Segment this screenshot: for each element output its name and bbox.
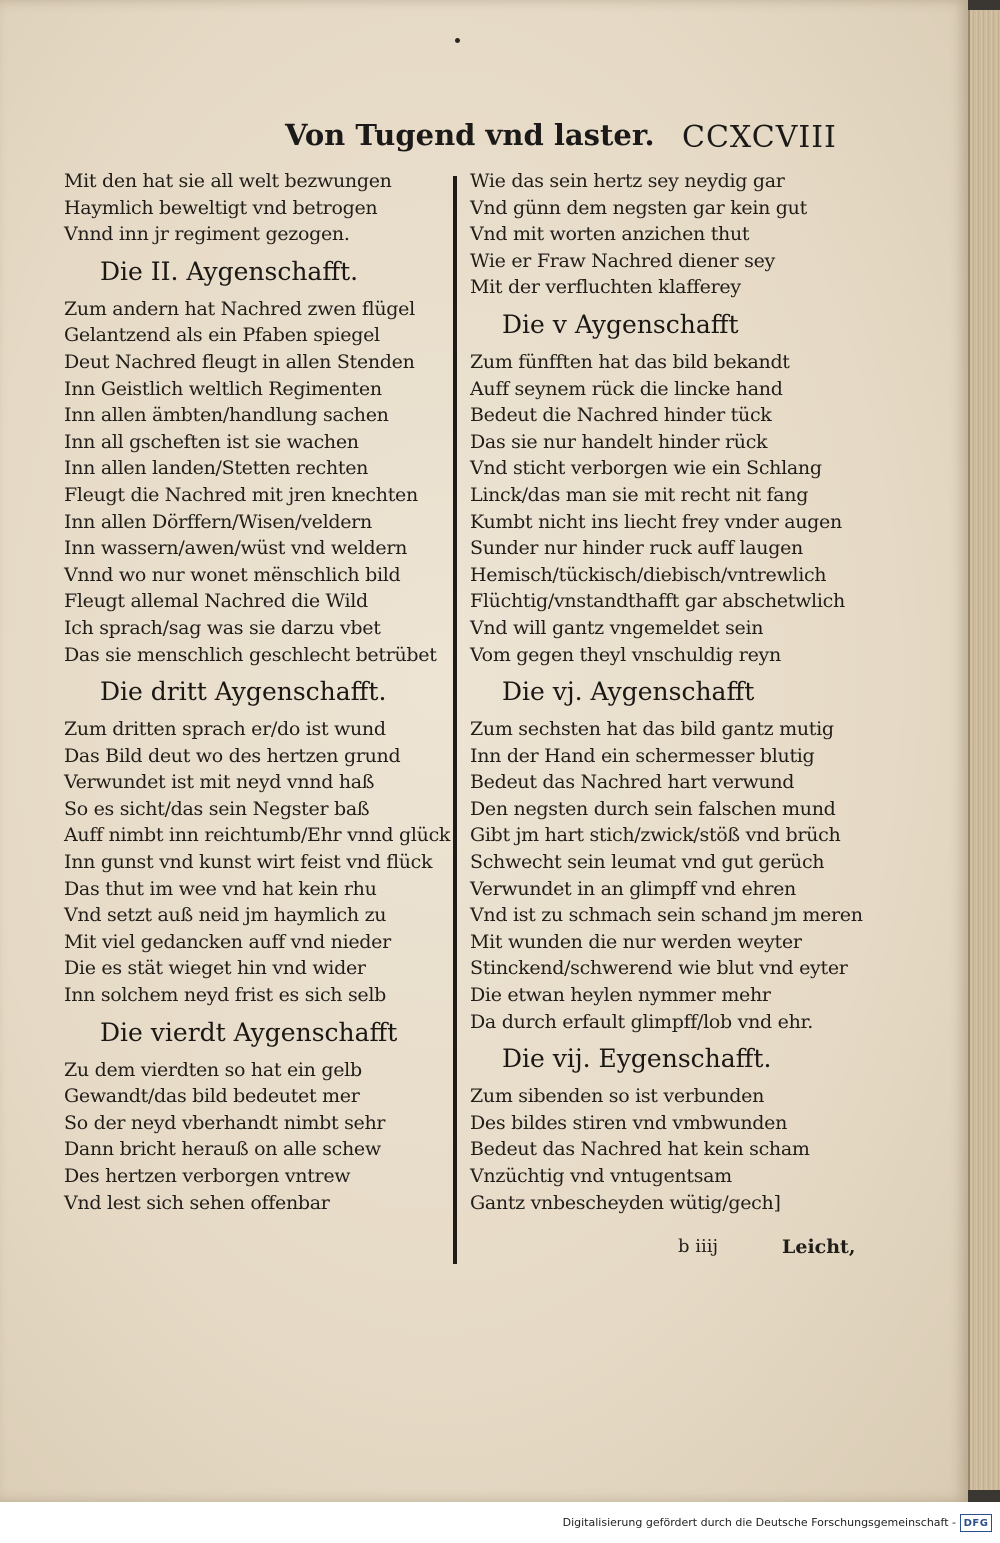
dfg-logo-icon: DFG: [960, 1514, 992, 1532]
verse-line: Mit der verfluchten klafferey: [470, 276, 741, 299]
verse-line: Auff seynem rück die lincke hand: [470, 377, 783, 400]
digitization-footer: [0, 1502, 1000, 1543]
verse-line: Vnnd wo nur wonet mënschlich bild: [64, 563, 401, 586]
verse-line: Die etwan heylen nymmer mehr: [470, 984, 771, 1007]
section-heading: Die II. Aygenschafft.: [100, 256, 359, 286]
verse-line: Vnd sticht verborgen wie ein Schlang: [470, 457, 822, 480]
verse-line: Wie das sein hertz sey neydig gar: [470, 170, 785, 192]
verse-line: Inn der Hand ein schermesser blutig: [470, 744, 815, 767]
verse-line: Den negsten durch sein falschen mund: [470, 797, 836, 820]
verse-line: Des hertzen verborgen vntrew: [64, 1165, 351, 1187]
verse-line: Vnzüchtig vnd vntugentsam: [470, 1165, 732, 1187]
verse-line: Vom gegen theyl vnschuldig reyn: [470, 643, 781, 666]
verse-line: Vnd will gantz vngemeldet sein: [470, 616, 764, 639]
verse-line: Mit viel gedancken auff vnd nieder: [64, 930, 391, 953]
verse-line: Bedeut das Nachred hat kein scham: [470, 1138, 810, 1161]
ink-dot: [455, 38, 460, 43]
verse-line: Zum fünfften hat das bild bekandt: [470, 350, 790, 373]
verse-line: Bedeut die Nachred hinder tück: [470, 404, 772, 427]
verse-line: Deut Nachred fleugt in allen Stenden: [64, 350, 415, 373]
left-column: [64, 168, 451, 1216]
verse-line: Das Bild deut wo des hertzen grund: [64, 744, 401, 767]
verse-line: Inn allen ämbten/handlung sachen: [64, 404, 389, 427]
verse-line: So der neyd vberhandt nimbt sehr: [64, 1111, 386, 1134]
verse-line: Inn allen landen/Stetten rechten: [64, 457, 369, 480]
verse-line: Fleugt die Nachred mit jren knechten: [64, 483, 418, 506]
verse-line: Vnnd inn jr regiment gezogen.: [64, 223, 350, 246]
verse-line: Zum sibenden so ist verbunden: [470, 1085, 765, 1108]
folio-number: CCXCVIII: [682, 120, 837, 155]
verse-line: Mit wunden die nur werden weyter: [470, 930, 802, 953]
verse-line: Inn gunst vnd kunst wirt feist vnd flück: [64, 851, 433, 874]
verse-line: Hemisch/tückisch/diebisch/vntrewlich: [470, 563, 827, 586]
verse-line: Haymlich beweltigt vnd betrogen: [64, 196, 378, 219]
right-column: [470, 168, 863, 1216]
running-title: Von Tugend vnd laster.: [285, 118, 655, 152]
verse-line: Dann bricht herauß on alle schew: [64, 1138, 381, 1161]
verse-line: Vnd günn dem negsten gar kein gut: [470, 196, 807, 219]
verse-line: Gibt jm hart stich/zwick/stöß vnd brüch: [470, 824, 841, 847]
verse-line: Mit den hat sie all welt bezwungen: [64, 170, 392, 192]
verse-line: Da durch erfault glimpff/lob vnd ehr.: [470, 1010, 813, 1033]
verse-line: Fleugt allemal Nachred die Wild: [64, 590, 368, 613]
verse-line: Ich sprach/sag was sie darzu vbet: [64, 616, 381, 639]
verse-line: Vnd lest sich sehen offenbar: [64, 1191, 330, 1214]
verse-line: Schwecht sein leumat vnd gut gerüch: [470, 851, 825, 874]
verse-line: Das sie menschlich geschlecht betrübet: [64, 643, 437, 666]
section-heading: Die vierdt Aygenschafft: [100, 1017, 398, 1047]
verse-line: Inn solchem neyd frist es sich selb: [64, 984, 387, 1007]
verse-line: Wie er Fraw Nachred diener sey: [470, 249, 775, 272]
footer-credit-text: Digitalisierung gefördert durch die Deutsche Forschungsgemeinschaft -: [562, 1516, 956, 1529]
verse-line: Linck/das man sie mit recht nit fang: [470, 483, 809, 506]
verse-line: Inn allen Dörffern/Wisen/veldern: [64, 510, 372, 533]
verse-line: Kumbt nicht ins liecht frey vnder augen: [470, 510, 842, 533]
verse-line: Stinckend/schwerend wie blut vnd eyter: [470, 957, 848, 980]
verse-line: Das thut im wee vnd hat kein rhu: [64, 877, 377, 900]
verse-line: Flüchtig/vnstandthafft gar abschetwlich: [470, 590, 845, 613]
verse-line: So es sicht/das sein Negster baß: [64, 797, 370, 820]
section-heading: Die v Aygenschafft: [502, 309, 739, 339]
verse-line: Vnd mit worten anzichen thut: [470, 223, 750, 246]
page-fore-edge: [968, 10, 1000, 1490]
section-heading: Die vj. Aygenschafft: [502, 677, 755, 707]
verse-line: Zum dritten sprach er/do ist wund: [64, 718, 386, 741]
verse-line: Die es stät wieget hin vnd wider: [64, 957, 366, 980]
verse-line: Bedeut das Nachred hart verwund: [470, 771, 795, 794]
verse-line: Vnd ist zu schmach sein schand jm meren: [470, 904, 863, 927]
verse-line: Auff nimbt inn reichtumb/Ehr vnnd glück: [64, 824, 451, 847]
verse-line: Inn Geistlich weltlich Regimenten: [64, 377, 382, 400]
verse-line: Verwundet in an glimpff vnd ehren: [470, 877, 796, 900]
verse-line: Gewandt/das bild bedeutet mer: [64, 1085, 360, 1108]
signature-mark: b iiij: [678, 1236, 719, 1257]
catchword: Leicht,: [782, 1236, 856, 1258]
verse-line: Inn all gscheften ist sie wachen: [64, 430, 359, 453]
verse-line: Zum andern hat Nachred zwen flügel: [64, 297, 415, 320]
verse-line: Gantz vnbescheyden wütig/gech]: [470, 1191, 781, 1214]
section-heading: Die vij. Eygenschafft.: [502, 1044, 772, 1074]
verse-line: Des bildes stiren vnd vmbwunden: [470, 1111, 788, 1134]
verse-line: Das sie nur handelt hinder rück: [470, 430, 768, 453]
verse-line: Zu dem vierdten so hat ein gelb: [64, 1058, 362, 1081]
column-rule: [453, 176, 457, 1264]
verse-line: Sunder nur hinder ruck auff laugen: [470, 537, 803, 560]
verse-line: Gelantzend als ein Pfaben spiegel: [64, 324, 380, 347]
verse-line: Verwundet ist mit neyd vnnd haß: [64, 771, 375, 794]
section-heading: Die dritt Aygenschafft.: [100, 677, 387, 707]
verse-line: Zum sechsten hat das bild gantz mutig: [470, 718, 834, 741]
verse-line: Vnd setzt auß neid jm haymlich zu: [64, 904, 387, 927]
verse-line: Inn wassern/awen/wüst vnd weldern: [64, 537, 408, 560]
